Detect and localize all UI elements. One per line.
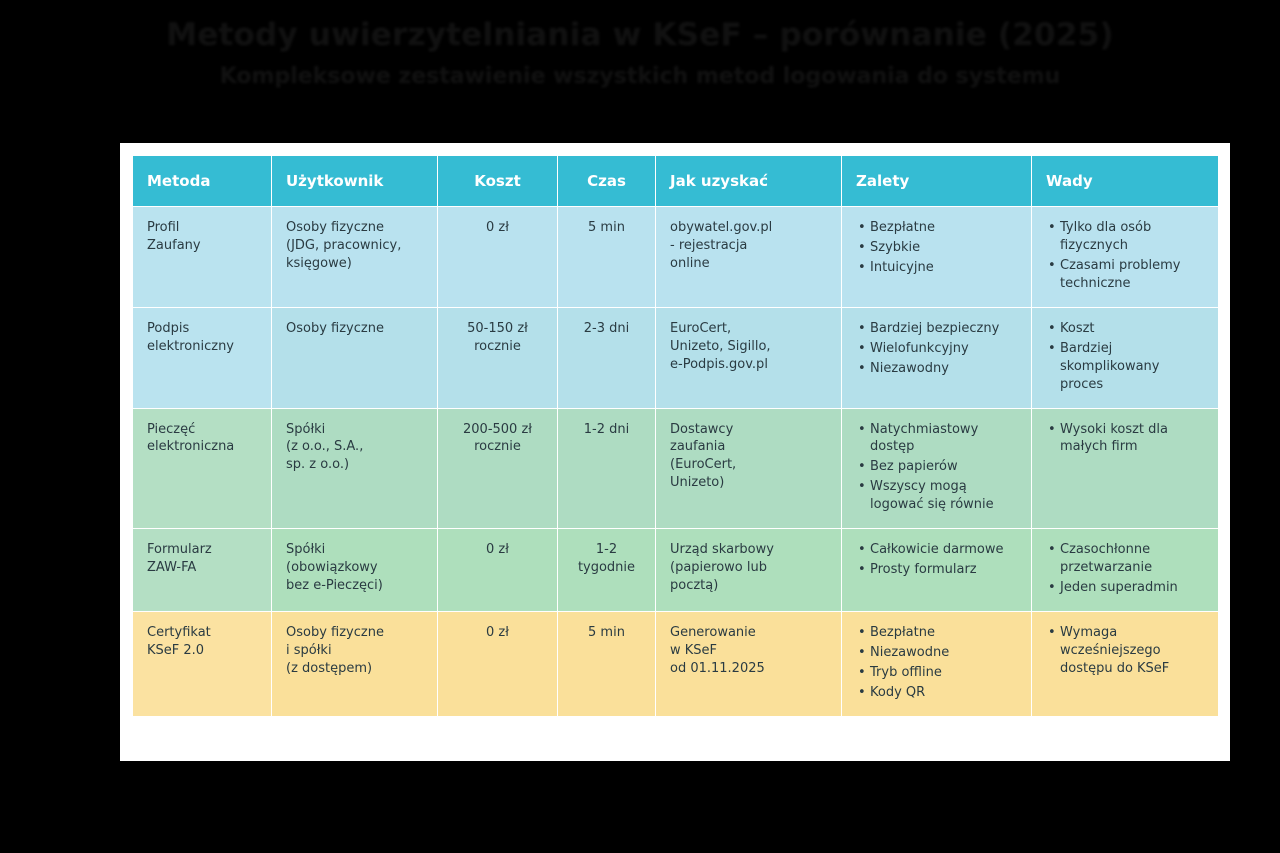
- bullet-item: • Niezawodne: [870, 644, 1017, 662]
- cell-line: zaufania: [670, 439, 726, 455]
- table-header-row: [133, 156, 1219, 207]
- cell-zalety: [842, 408, 1032, 529]
- cell-line: Urząd skarbowy: [670, 542, 774, 558]
- cell-wady: [1032, 612, 1219, 717]
- cell-line: księgowe): [286, 255, 352, 271]
- cell-line: 1-2: [595, 542, 618, 558]
- cell-line: Zaufany: [147, 237, 201, 253]
- cell-line: sp. z o.o.): [286, 457, 350, 473]
- cell-line: Osoby fizyczne: [286, 625, 384, 640]
- bullet-item: • Niezawodny: [870, 360, 1017, 378]
- cell-line: obywatel.gov.pl: [670, 220, 773, 235]
- cell-line: Unizeto, Sigillo,: [670, 338, 771, 354]
- cell-line: Spółki: [286, 542, 326, 558]
- bullet-item: • Tryb offline: [870, 664, 1017, 682]
- cell-uzytkownik: [272, 408, 438, 529]
- cell-uzytkownik: [272, 529, 438, 612]
- bullet-item: • Prosty formularz: [870, 561, 1017, 579]
- table-row: [133, 529, 1219, 612]
- cell-line: Podpis: [147, 320, 190, 336]
- cell-zalety: [842, 612, 1032, 717]
- bullet-item: • Bezpłatne: [870, 219, 1017, 237]
- cell-line: elektroniczny: [147, 338, 235, 354]
- cell-line: od 01.11.2025: [670, 660, 765, 676]
- bullet-item: • Czasochłonne przetwarzanie: [1060, 541, 1204, 577]
- bullet-item: • Wszyscy mogą logować się równie: [870, 478, 1017, 514]
- cell-line: 5 min: [588, 220, 625, 235]
- column-header-metoda: Metoda: [133, 156, 272, 207]
- bullet-item: • Koszt: [1060, 320, 1204, 338]
- cell-line: ZAW-FA: [147, 560, 197, 576]
- cell-wady: [1032, 408, 1219, 529]
- cell-line: rocznie: [474, 338, 521, 354]
- table-row: [133, 612, 1219, 717]
- bullet-item: • Bardziej bezpieczny: [870, 320, 1017, 338]
- bullet-item: • Bezpłatne: [870, 624, 1017, 642]
- cell-line: 0 zł: [486, 542, 509, 558]
- column-header-zalety: Zalety: [842, 156, 1032, 207]
- cell-metoda: [133, 612, 272, 717]
- cell-line: (z o.o., S.A.,: [286, 439, 364, 455]
- bullet-item: • Natychmiastowy dostęp: [870, 421, 1017, 457]
- cell-line: (EuroCert,: [670, 457, 737, 473]
- page-title: Metody uwierzytelniania w KSeF – porównanie (2025): [166, 17, 1114, 53]
- cell-line: elektroniczna: [147, 439, 235, 455]
- cell-czas: [558, 408, 656, 529]
- cell-metoda: [133, 207, 272, 308]
- cell-koszt: [438, 408, 558, 529]
- bullet-list: [1046, 421, 1204, 457]
- cell-metoda: [133, 408, 272, 529]
- cell-line: 2-3 dni: [583, 320, 630, 336]
- cell-koszt: [438, 207, 558, 308]
- cell-line: Certyfikat: [147, 625, 211, 640]
- title-block: [0, 18, 1280, 89]
- cell-czas: [558, 207, 656, 308]
- bullet-item: • Kody QR: [870, 684, 1017, 702]
- cell-line: 50-150 zł: [467, 320, 528, 336]
- bullet-item: • Wysoki koszt dla małych firm: [1060, 421, 1204, 457]
- page-subtitle: Kompleksowe zestawienie wszystkich metod logowania do systemu: [219, 63, 1061, 89]
- cell-line: e-Podpis.gov.pl: [670, 356, 768, 372]
- cell-line: Osoby fizyczne: [286, 320, 384, 336]
- cell-line: (z dostępem): [286, 660, 373, 676]
- cell-line: Generowanie: [670, 625, 756, 640]
- table-row: [133, 207, 1219, 308]
- cell-koszt: [438, 307, 558, 408]
- bullet-list: [856, 421, 1017, 515]
- cell-line: - rejestracja: [670, 237, 748, 253]
- bullet-item: • Szybkie: [870, 239, 1017, 257]
- bullet-list: [1046, 320, 1204, 394]
- bullet-item: • Intuicyjne: [870, 259, 1017, 277]
- cell-line: Formularz: [147, 542, 212, 558]
- cell-jak-uzyskac: [656, 612, 842, 717]
- cell-uzytkownik: [272, 612, 438, 717]
- bullet-item: • Czasami problemy techniczne: [1060, 257, 1204, 293]
- bullet-item: • Bez papierów: [870, 458, 1017, 476]
- cell-line: rocznie: [474, 439, 521, 455]
- cell-jak-uzyskac: [656, 207, 842, 308]
- cell-wady: [1032, 207, 1219, 308]
- column-header-uzytkownik: Użytkownik: [272, 156, 438, 207]
- cell-line: 5 min: [588, 625, 625, 640]
- cell-metoda: [133, 307, 272, 408]
- cell-line: tygodnie: [577, 560, 636, 576]
- cell-line: Osoby fizyczne: [286, 220, 384, 235]
- table-row: [133, 307, 1219, 408]
- table-body: [133, 207, 1219, 717]
- cell-koszt: [438, 612, 558, 717]
- bullet-list: [856, 320, 1017, 378]
- bullet-item: • Bardziej skomplikowany proces: [1060, 340, 1204, 394]
- cell-zalety: [842, 307, 1032, 408]
- cell-line: Dostawcy: [670, 421, 734, 437]
- cell-jak-uzyskac: [656, 307, 842, 408]
- cell-line: pocztą): [670, 578, 719, 594]
- column-header-jak-uzyskac: Jak uzyskać: [656, 156, 842, 207]
- column-header-koszt: Koszt: [438, 156, 558, 207]
- cell-line: (papierowo lub: [670, 560, 767, 576]
- comparison-table: [132, 155, 1219, 717]
- bullet-item: • Jeden superadmin: [1060, 579, 1204, 597]
- cell-line: 0 zł: [486, 220, 509, 235]
- cell-czas: [558, 612, 656, 717]
- bullet-item: • Całkowicie darmowe: [870, 541, 1017, 559]
- cell-line: KSeF 2.0: [147, 642, 205, 658]
- cell-uzytkownik: [272, 307, 438, 408]
- bullet-list: [856, 624, 1017, 702]
- bullet-list: [1046, 541, 1204, 597]
- bullet-item: • Wymaga wcześniejszego dostępu do KSeF: [1060, 624, 1204, 678]
- cell-line: Profil: [147, 220, 180, 235]
- cell-jak-uzyskac: [656, 529, 842, 612]
- bullet-list: [1046, 219, 1204, 293]
- cell-line: 200-500 zł: [463, 421, 532, 437]
- cell-line: w KSeF: [670, 642, 718, 658]
- cell-wady: [1032, 307, 1219, 408]
- bullet-item: • Wielofunkcyjny: [870, 340, 1017, 358]
- cell-czas: [558, 529, 656, 612]
- cell-line: (JDG, pracownicy,: [286, 237, 402, 253]
- cell-line: Pieczęć: [147, 421, 196, 437]
- bullet-list: [1046, 624, 1204, 678]
- cell-line: online: [670, 255, 710, 271]
- column-header-czas: Czas: [558, 156, 656, 207]
- bullet-list: [856, 219, 1017, 277]
- table-header: [133, 156, 1219, 207]
- cell-line: Unizeto): [670, 475, 725, 491]
- cell-uzytkownik: [272, 207, 438, 308]
- cell-jak-uzyskac: [656, 408, 842, 529]
- cell-koszt: [438, 529, 558, 612]
- cell-line: Spółki: [286, 421, 326, 437]
- comparison-table-card: [120, 143, 1230, 761]
- cell-zalety: [842, 529, 1032, 612]
- cell-line: (obowiązkowy: [286, 560, 378, 576]
- bullet-item: • Tylko dla osób fizycznych: [1060, 219, 1204, 255]
- cell-line: i spółki: [286, 642, 332, 658]
- cell-metoda: [133, 529, 272, 612]
- cell-wady: [1032, 529, 1219, 612]
- cell-line: EuroCert,: [670, 320, 732, 336]
- cell-line: 1-2 dni: [583, 421, 630, 437]
- cell-line: 0 zł: [486, 625, 509, 640]
- cell-line: bez e-Pieczęci): [286, 578, 383, 594]
- column-header-wady: Wady: [1032, 156, 1219, 207]
- table-row: [133, 408, 1219, 529]
- bullet-list: [856, 541, 1017, 579]
- cell-zalety: [842, 207, 1032, 308]
- cell-czas: [558, 307, 656, 408]
